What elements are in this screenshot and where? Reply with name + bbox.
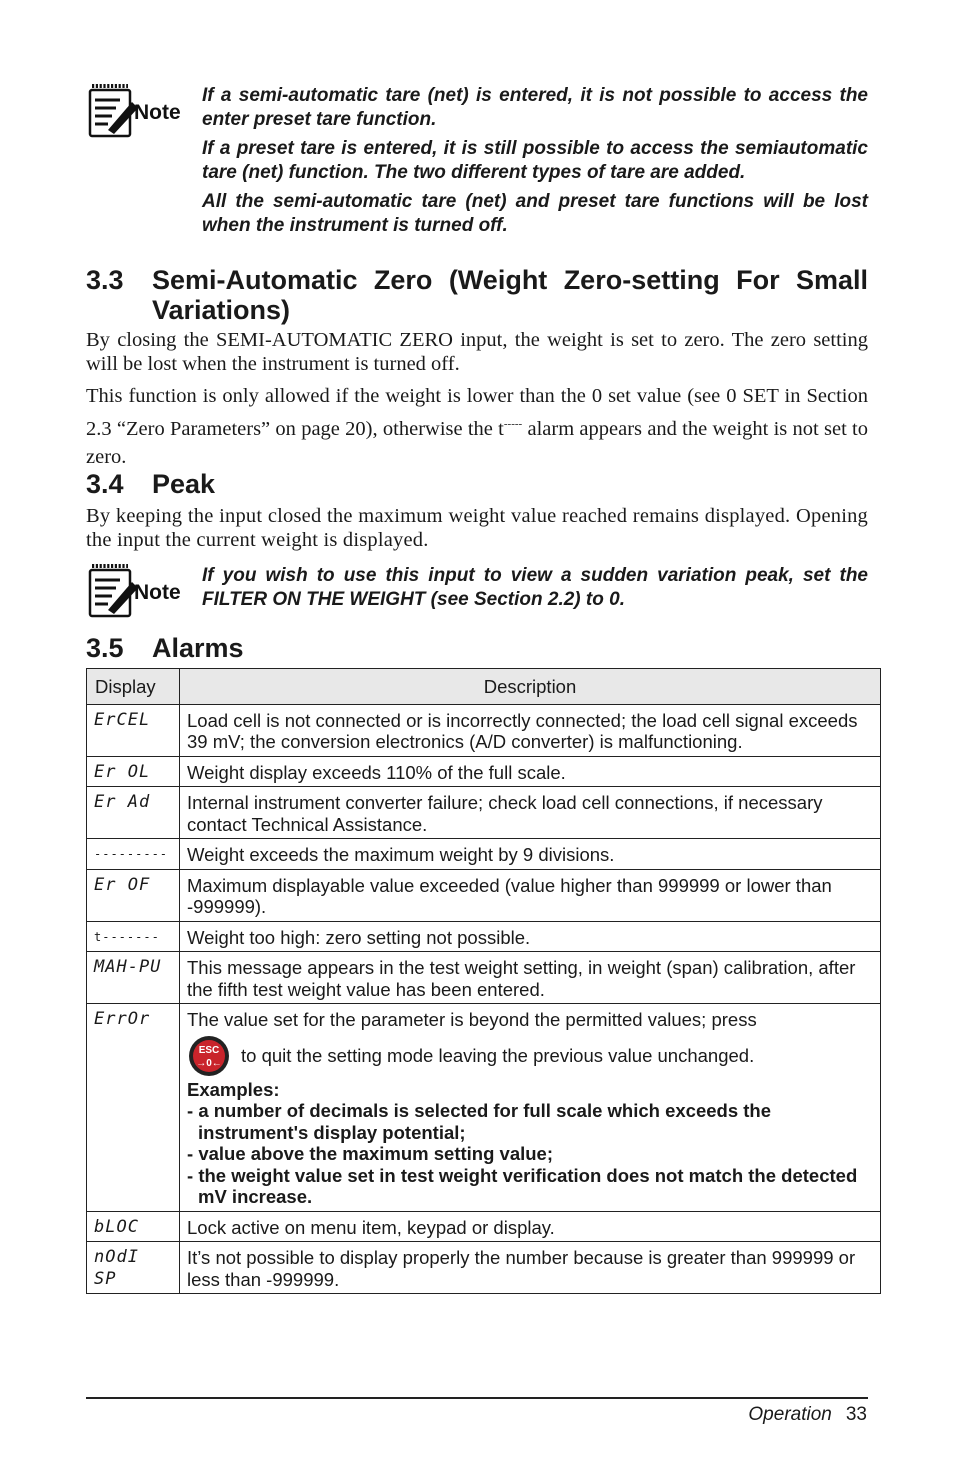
alarm-description: This message appears in the test weight setting, in weight (span) calibration, after the fifth test weight value has been entered. [180,952,881,1004]
note-block-peak [86,564,868,617]
note-paragraph: If a semi-automatic tare (net) is entered, it is not possible to access the enter preset tare function. [202,85,868,130]
alarm-display-code: nOdI SP [87,1242,180,1294]
table-row [87,1242,881,1294]
column-header-display: Display [87,669,180,705]
section-body-3-4 [86,504,868,558]
note-icon [86,564,188,618]
alarm-description: Weight display exceeds 110% of the full scale. [180,756,881,787]
esc-key-icon [187,1035,233,1077]
table-header-row [87,669,881,705]
alarm-display-code: Er Ad [87,787,180,839]
example-item: - value above the maximum setting value; [187,1143,554,1164]
esc-key-label: ESC [198,1044,220,1056]
alarm-display-code: MAH-PU [87,952,180,1004]
esc-key-sublabel: →0← [196,1057,222,1069]
alarm-display-code: ErrOr [87,1004,180,1212]
body-paragraph: By keeping the input closed the maximum weight value reached remains displayed. Opening the input the current weight is displayed. [86,505,868,551]
alarm-description: Weight exceeds the maximum weight by 9 divisions. [180,839,881,870]
examples-list [187,1079,873,1208]
section-number: 3.3 [86,265,124,295]
note-block-tare [86,84,868,243]
alarm-description: Load cell is not connected or is incorrectly connected; the load cell signal exceeds 39 mV; the conversion electronics (A/D converter) is malfunctioning. [180,704,881,756]
alarm-description-continued: to quit the setting mode leaving the previous value unchanged. [241,1044,755,1066]
alarm-description: Internal instrument converter failure; check load cell connections, if necessary contact Technical Assistance. [180,787,881,839]
section-heading-3-3 [86,265,868,325]
alarm-description: Maximum displayable value exceeded (value higher than 999999 or lower than -999999). [180,869,881,921]
alarm-display-code: --------- [87,839,180,870]
column-header-description: Description [180,669,881,705]
alarm-display-code: Er OF [87,869,180,921]
table-row [87,839,881,870]
alarm-description: It’s not possible to display properly the number because is greater than 999999 or less than -999999. [180,1242,881,1294]
page-footer [748,1404,867,1426]
alarm-display-code: Er OL [87,756,180,787]
example-item: - the weight value set in test weight verification does not match the detected mV increase. [187,1164,858,1207]
section-title: Semi-Automatic Zero (Weight Zero-setting For Small Variations) [152,265,868,325]
alarm-superscript: ----- [503,418,523,430]
note-icon [86,84,188,138]
note-paragraph: If you wish to use this input to view a sudden variation peak, set the FILTER ON THE WEIGHT (see Section 2.2) to 0. [202,565,868,610]
table-row [87,1211,881,1242]
footer-section-name: Operation [748,1404,832,1425]
alarm-description: Lock active on menu item, keypad or display. [180,1211,881,1242]
table-row [87,756,881,787]
table-row [87,921,881,952]
alarms-table [86,668,881,1294]
alarm-display-code: ErCEL [87,704,180,756]
section-heading-3-5 [86,633,868,663]
note-label: Note [134,581,181,604]
section-number: 3.4 [86,469,124,499]
section-title: Alarms [152,633,244,663]
alarm-display-code: t------- [87,921,180,952]
example-item: - a number of decimals is selected for full scale which exceeds the instrument's display potential; [187,1100,771,1143]
table-row [87,952,881,1004]
page-number: 33 [845,1404,867,1425]
table-row [87,869,881,921]
alarm-display-code: bLOC [87,1211,180,1242]
alarm-description-cell [180,1004,881,1212]
table-row [87,787,881,839]
section-title: Peak [152,469,216,499]
body-paragraph: By closing the SEMI-AUTOMATIC ZERO input, the weight is set to zero. The zero setting will be lost when the instrument is turned off. [86,329,868,375]
section-number: 3.5 [86,633,124,663]
note-paragraph: All the semi-automatic tare (net) and preset tare functions will be lost when the instrument is turned off. [202,191,868,236]
note-paragraph: If a preset tare is entered, it is still possible to access the semiautomatic tare (net) function. The two different types of tare are added. [202,138,868,183]
footer-divider [86,1397,868,1399]
table-row [87,704,881,756]
examples-label: Examples: [187,1078,280,1100]
alarm-description: Weight too high: zero setting not possible. [180,921,881,952]
alarm-description: The value set for the parameter is beyond the permitted values; press [187,1009,757,1030]
section-body-3-3 [86,328,868,477]
table-row [87,1004,881,1212]
note-label: Note [134,101,181,124]
section-heading-3-4 [86,469,868,499]
body-paragraph: This function is only allowed if the weight is lower than the 0 set value (see 0 SET in Section 2.3 “Zero Parameters” on page 20), otherwise the t----- alarm appears and the weight is not set to zero. [86,385,868,468]
